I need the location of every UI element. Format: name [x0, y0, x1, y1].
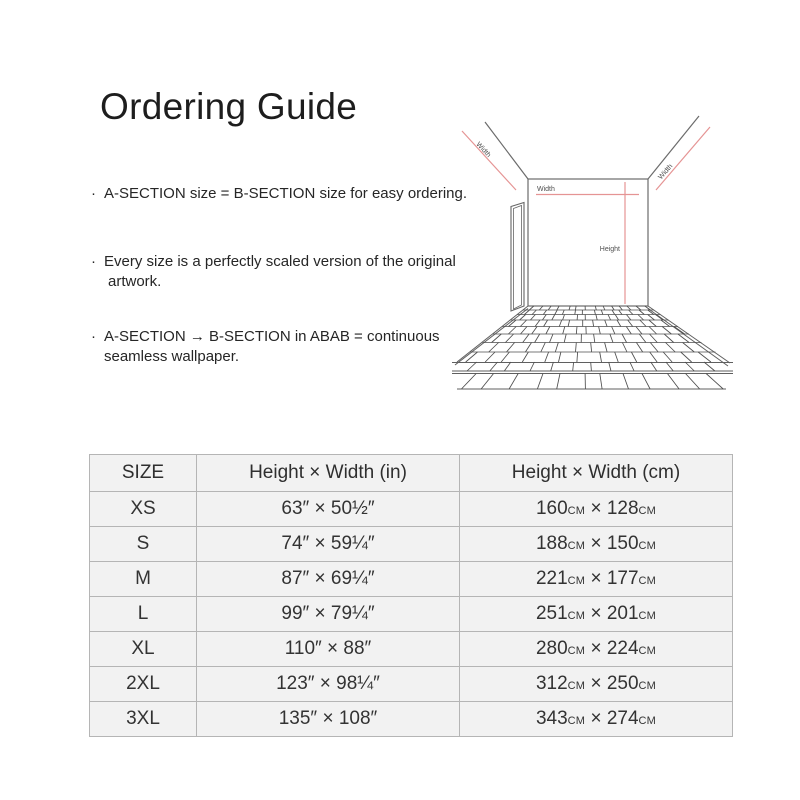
- inches-cell: 63″ × 50½″: [197, 492, 460, 527]
- width-line-left: [462, 131, 516, 190]
- room-illustration: [440, 100, 750, 400]
- table-row: [90, 632, 733, 667]
- door: [511, 203, 524, 312]
- size-cell: S: [90, 527, 197, 562]
- floor-pattern: [461, 306, 723, 389]
- inches-cell: 123″ × 98¼″: [197, 667, 460, 702]
- col-header-inches: Height × Width (in): [197, 455, 460, 492]
- size-cell: L: [90, 597, 197, 632]
- size-cell: M: [90, 562, 197, 597]
- width-label-top: Width: [537, 186, 555, 193]
- size-cell: XL: [90, 632, 197, 667]
- size-table: [89, 454, 733, 737]
- cm-cell: 188CM × 150CM: [460, 527, 733, 562]
- table-row: [90, 492, 733, 527]
- note-line: A-SECTION size = B-SECTION size for easy ordering.: [104, 185, 468, 202]
- note-line: artwork.: [108, 273, 162, 290]
- note-line: seamless wallpaper.: [104, 348, 240, 365]
- note-line: A-SECTION → B-SECTION in ABAB = continuous: [104, 328, 440, 345]
- table-row: [90, 527, 733, 562]
- table-row: [90, 597, 733, 632]
- size-cell: 3XL: [90, 702, 197, 737]
- cm-cell: 251CM × 201CM: [460, 597, 733, 632]
- col-header-size: SIZE: [90, 455, 197, 492]
- col-header-cm: Height × Width (cm): [460, 455, 733, 492]
- cm-cell: 280CM × 224CM: [460, 632, 733, 667]
- inches-cell: 99″ × 79¼″: [197, 597, 460, 632]
- floor-borders: [452, 306, 733, 389]
- height-label: Height: [599, 246, 620, 253]
- measurement-lines: [462, 127, 710, 304]
- size-cell: 2XL: [90, 667, 197, 702]
- cm-cell: 160CM × 128CM: [460, 492, 733, 527]
- inches-cell: 135″ × 108″: [197, 702, 460, 737]
- page-title: Ordering Guide: [100, 86, 358, 127]
- left-ceiling-edge: [485, 122, 528, 179]
- inches-cell: 87″ × 69¼″: [197, 562, 460, 597]
- back-wall: [528, 179, 648, 306]
- table-row: [90, 667, 733, 702]
- cm-cell: 312CM × 250CM: [460, 667, 733, 702]
- table-row: [90, 702, 733, 737]
- inches-cell: 110″ × 88″: [197, 632, 460, 667]
- bullet-dot: ·: [91, 185, 96, 202]
- cm-cell: 221CM × 177CM: [460, 562, 733, 597]
- size-cell: XS: [90, 492, 197, 527]
- note-line: Every size is a perfectly scaled version of the original: [104, 253, 456, 270]
- table-row: [90, 562, 733, 597]
- cm-cell: 343CM × 274CM: [460, 702, 733, 737]
- width-label-left: Width: [474, 141, 492, 159]
- table-header-row: [90, 455, 733, 492]
- bullet-dot: ·: [91, 253, 96, 270]
- inches-cell: 74″ × 59¼″: [197, 527, 460, 562]
- bullet-dot: ·: [91, 328, 96, 345]
- width-label-right: Width: [657, 162, 675, 182]
